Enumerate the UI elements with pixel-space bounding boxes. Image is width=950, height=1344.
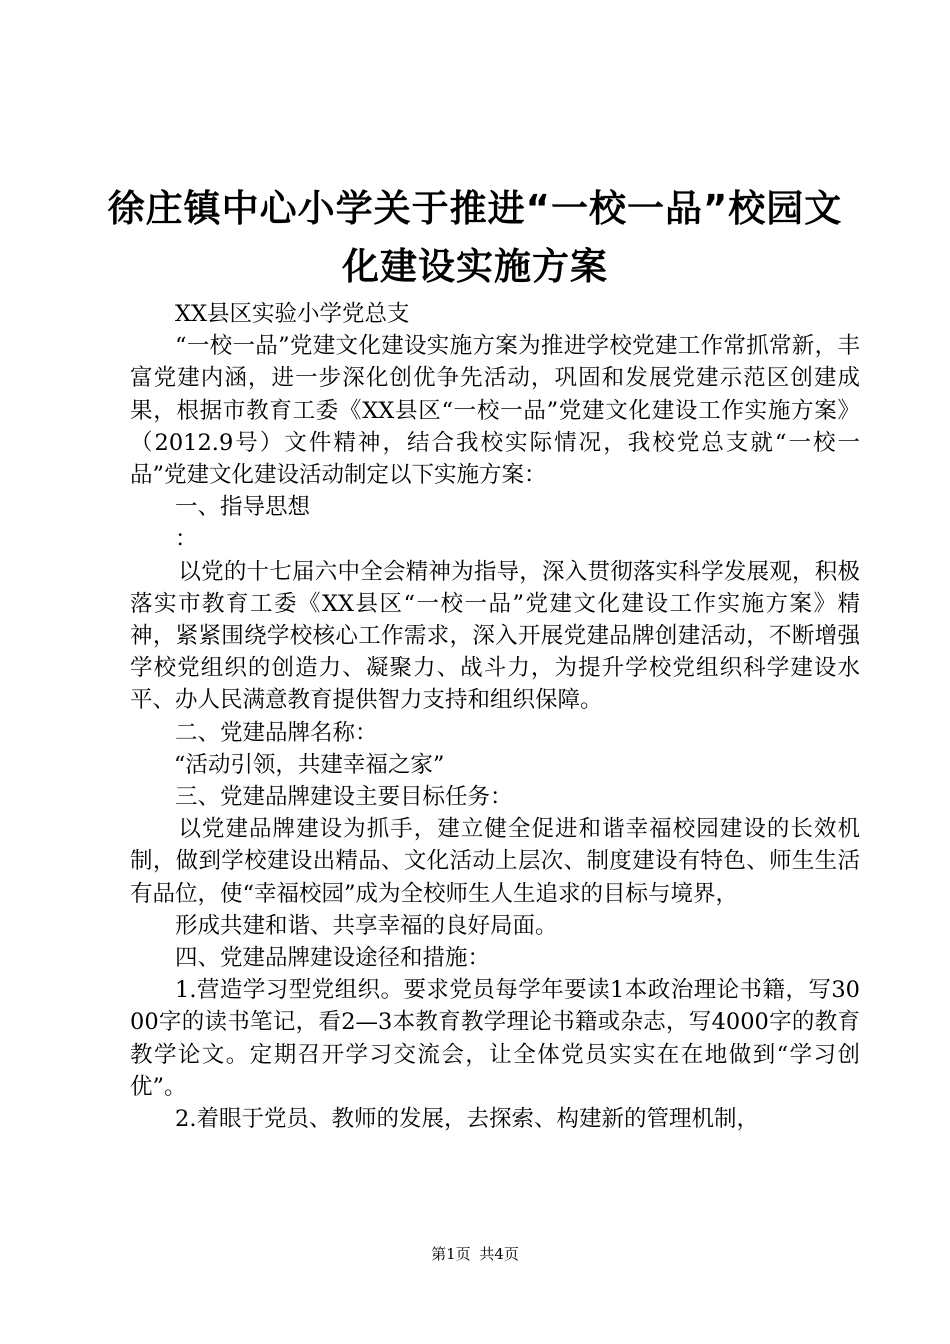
page-total: 共4页 <box>479 1245 519 1263</box>
document-body <box>130 298 860 1135</box>
measure-2-paragraph: 2.着眼于党员、教师的发展，去探索、构建新的管理机制， <box>175 1106 759 1133</box>
document-title-line-2: 化建设实施方案 <box>342 245 608 288</box>
section-heading-2: 二、党建品牌名称： <box>175 719 378 746</box>
measure-1-paragraph: 1.营造学习型党组织。要求党员每学年要读1本政治理论书籍，写3000字的读书笔记，看2—3本教育教学理论书籍或杂志，写4000字的教育教学论文。定期召开学习交流会，让全体党员实实在在地做到“学习创优”。 <box>130 977 860 1100</box>
section-heading-4: 四、党建品牌建设途径和措施： <box>175 945 491 972</box>
brand-name-paragraph: “活动引领，共建幸福之家” <box>173 751 445 778</box>
goals-paragraph: 以党建品牌建设为抓手，建立健全促进和谐幸福校园建设的长效机制，做到学校建设出精品、文化活动上层次、制度建设有特色、师生生活有品位，使“幸福校园”成为全校师生人生追求的目标与境界， <box>130 816 860 907</box>
goals-continuation: 形成共建和谐、共享幸福的良好局面。 <box>175 912 558 939</box>
author-line: XX县区实验小学党总支 <box>175 301 410 327</box>
intro-paragraph: “一校一品”党建文化建设实施方案为推进学校党建工作常抓常新，丰富党建内涵，进一步深化创优争先活动，巩固和发展党建示范区创建成果，根据市教育工委《XX县区“一校一品”党建文化建设工作实施方案》（2012.9号）文件精神，结合我校实际情况，我校党总支就“一校一品”党建文化建设活动制定以下实施方案： <box>130 333 860 489</box>
colon-line: ： <box>175 526 198 553</box>
guiding-thought-paragraph: 以党的十七届六中全会精神为指导，深入贯彻落实科学发展观，积极落实市教育工委《XX县区“一校一品”党建文化建设工作实施方案》精神，紧紧围绕学校核心工作需求，深入开展党建品牌创建活动，不断增强学校党组织的创造力、凝聚力、战斗力，为提升学校党组织科学建设水平、办人民满意教育提供智力支持和组织保障。 <box>130 558 860 714</box>
page-footer <box>0 1244 950 1264</box>
section-heading-3: 三、党建品牌建设主要目标任务： <box>175 784 513 811</box>
section-heading-1: 一、指导思想 <box>175 494 311 521</box>
document-title-line-1: 徐庄镇中心小学关于推进“一校一品”校园文 <box>107 187 843 230</box>
page-number: 第1页 <box>431 1245 471 1263</box>
